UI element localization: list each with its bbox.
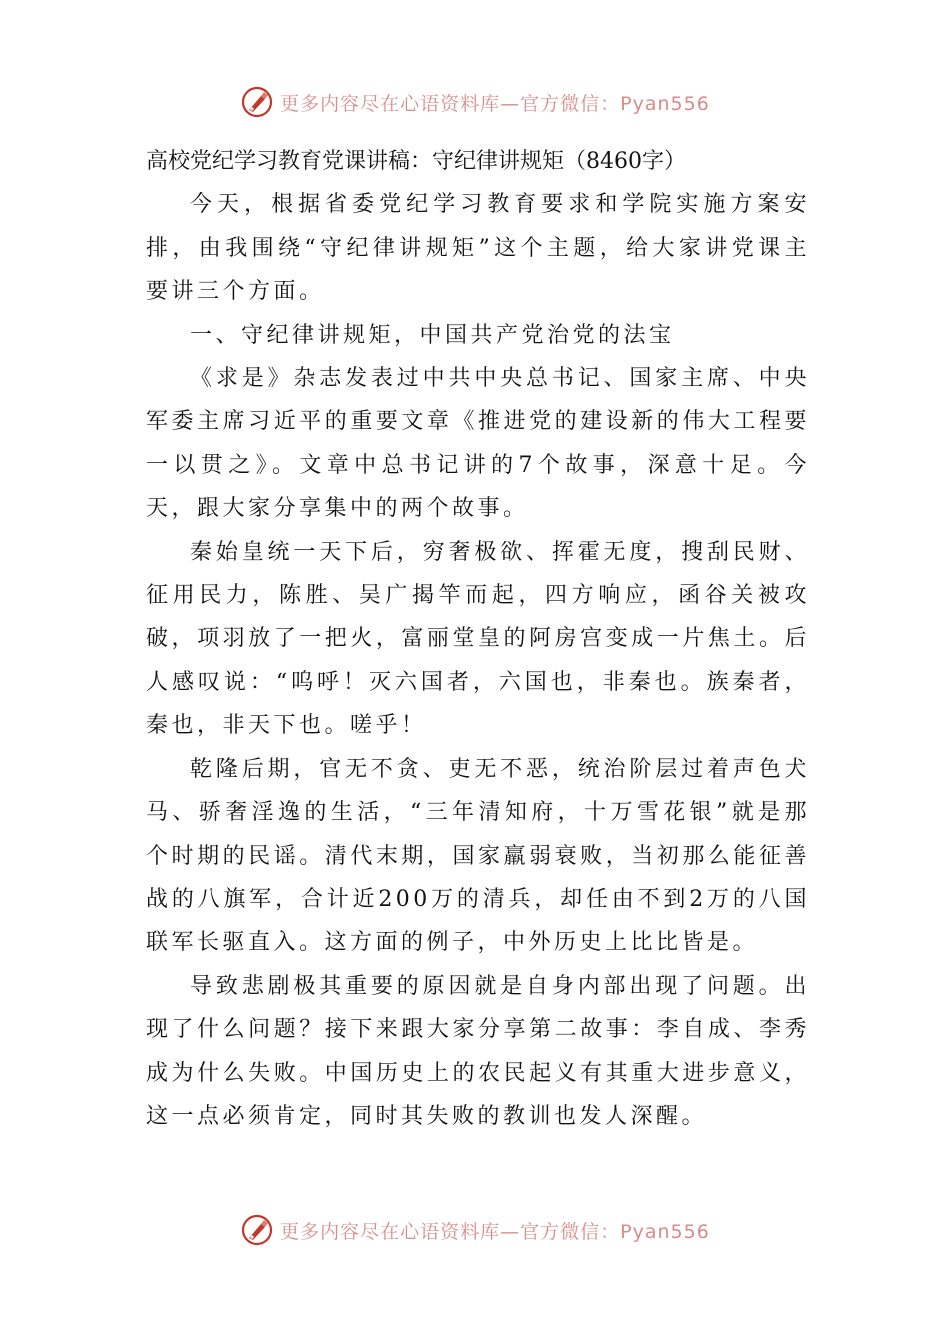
paragraph: 秦始皇统一天下后，穷奢极欲、挥霍无度，搜刮民财、征用民力，陈胜、吴广揭竿而起，四方响应，函谷关被攻破，项羽放了一把火，富丽堂皇的阿房宫变成一片焦土。后人感叹说：“呜呼！灭六国者，六国也，非秦也。族秦者，秦也，非天下也。嗟乎！ <box>146 539 810 739</box>
header-watermark <box>0 82 950 122</box>
section-heading: 一、守纪律讲规矩，中国共产党治党的法宝 <box>190 322 675 348</box>
document-title: 高校党纪学习教育党课讲稿：守纪律讲规矩（8460字） <box>146 149 686 174</box>
document-body <box>146 140 810 1138</box>
footer-watermark <box>0 1210 950 1250</box>
pen-nib-logo-icon <box>240 85 274 119</box>
watermark-text: 更多内容尽在心语资料库—官方微信：Pyan556 <box>280 92 710 115</box>
watermark-text: 更多内容尽在心语资料库—官方微信：Pyan556 <box>280 1220 710 1243</box>
paragraph: 乾隆后期，官无不贪、吏无不恶，统治阶层过着声色犬马、骄奢淫逸的生活，“三年清知府，十万雪花银”就是那个时期的民谣。清代末期，国家羸弱衰败，当初那么能征善战的八旗军，合计近200万的清兵，却任由不到2万的八国联军长驱直入。这方面的例子，中外历史上比比皆是。 <box>146 756 810 956</box>
paragraph: 导致悲剧极其重要的原因就是自身内部出现了问题。出现了什么问题？接下来跟大家分享第二故事：李自成、李秀成为什么失败。中国历史上的农民起义有其重大进步意义，这一点必须肯定，同时其失败的教训也发人深醒。 <box>146 973 810 1129</box>
paragraph: 《求是》杂志发表过中共中央总书记、国家主席、中央军委主席习近平的重要文章《推进党的建设新的伟大工程要一以贯之》。文章中总书记讲的7个故事，深意十足。今天，跟大家分享集中的两个故事。 <box>146 366 810 522</box>
pen-nib-logo-icon <box>240 1213 274 1247</box>
paragraph: 今天，根据省委党纪学习教育要求和学院实施方案安排，由我围绕“守纪律讲规矩”这个主题，给大家讲党课主要讲三个方面。 <box>146 192 810 305</box>
